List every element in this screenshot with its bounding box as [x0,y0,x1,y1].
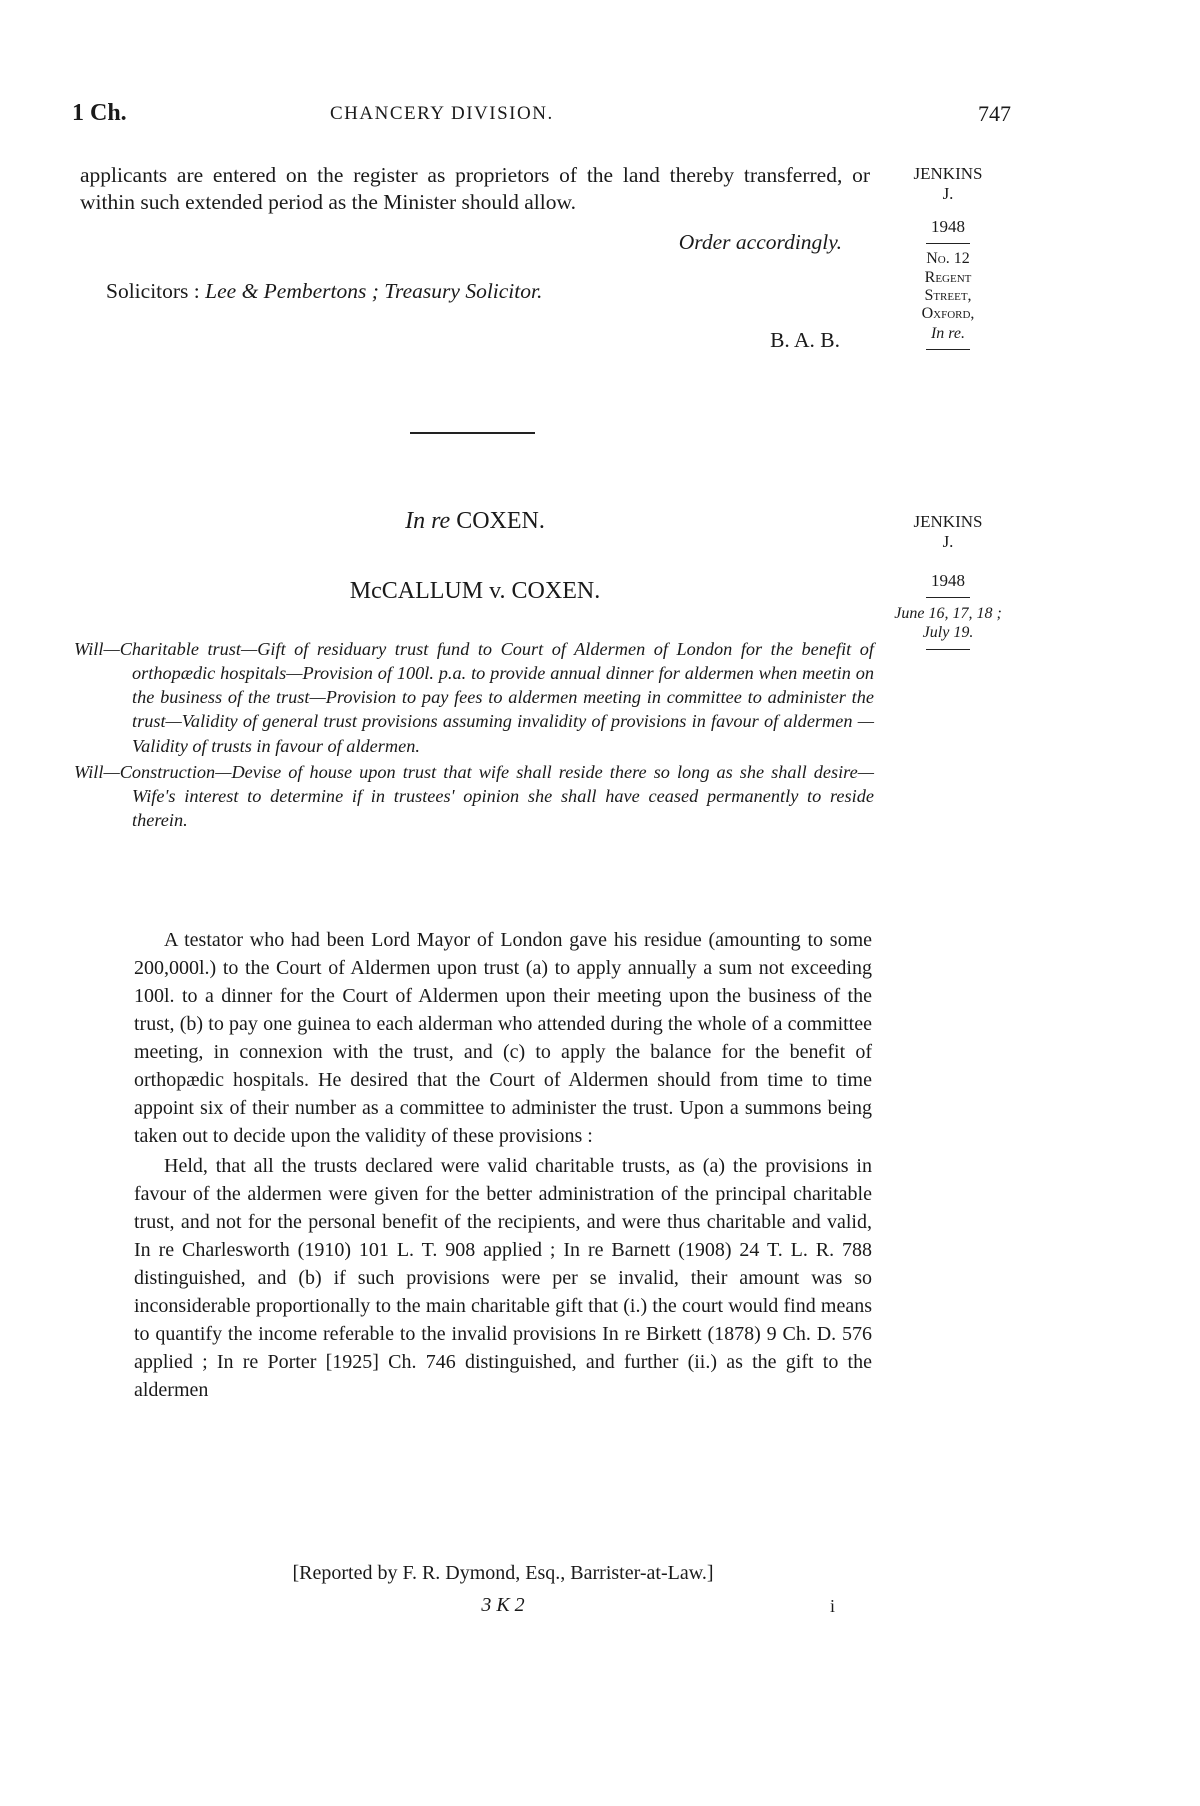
margin-note-previous [886,164,1010,356]
margin-rule [926,243,970,244]
margin-dates: June 16, 17, 18 ; July 19. [894,605,1002,642]
closing-paragraph: applicants are entered on the register as proprietors of the land thereby transferred, or within such extended period as the Minister should allow. [80,163,870,215]
signature-mark: 3 K 2 [481,1594,525,1616]
catchword-paragraph: Will—Charitable trust—Gift of residuary trust fund to Court of Aldermen of London for the benefit of orthopædic hospitals—Provision of 100l. p.a. to provide annual dinner for aldermen when meetin on the business of the trust—Provision to pay fees to aldermen meeting in committee to administer the trust—Validity of general trust provisions assuming invalidity of provisions in favour of aldermen —Validity of trusts in favour of aldermen. [74,639,874,756]
margin-case-line: Regent [924,268,972,286]
solicitors-label: Solicitors : [106,278,200,303]
margin-judge: JENKINS [913,512,983,531]
headnote-paragraph: A testator who had been Lord Mayor of London gave his residue (amounting to some 200,000l.) to the Court of Aldermen upon trust (a) to apply annually a sum not exceeding 100l. to a dinner for the Court of Aldermen upon their meeting upon the business of the trust, (b) to pay one guinea to each alderman who attended during the whole of a committee meeting, in connexion with the trust, and (c) to apply the balance for the benefit of orthopædic hospitals. He desired that the Court of Aldermen should from time to time appoint six of their number as a committee to administer the trust. Upon a summons being taken out to decide upon the validity of these provisions : [134,929,872,1147]
catchword-paragraph: Will—Construction—Devise of house upon trust that wife shall reside there so long as she shall desire—Wife's interest to determine if in trustees' opinion she shall have ceased permanently to reside therein. [74,761,874,830]
case-separator-rule [410,432,535,434]
headnote-paragraph: Held, that all the trusts declared were valid charitable trusts, as (a) the provisions in favour of the aldermen were given for the better administration of the principal charitable trust, and not for the personal benefit of the recipients, and were thus charitable and valid, In re Charlesworth (1910) 101 L. T. 908 applied ; In re Barnett (1908) 24 T. L. R. 788 distinguished, and (b) if such provisions were per se invalid, their amount was so inconsiderable proportionally to the main charitable gift that (i.) the court would find means to quantify the income referable to the invalid provisions In re Birkett (1878) 9 Ch. D. 576 applied ; In re Porter [1925] Ch. 746 distinguished, and further (ii.) as the gift to the aldermen [134,1155,872,1401]
case-title-prefix: In re [405,508,451,534]
order-line: Order accordingly. [678,229,842,254]
reporter-note: [Reported by F. R. Dymond, Esq., Barrister-at-Law.] [292,1562,714,1584]
margin-case-line: Street, [924,286,972,304]
headnote [134,926,872,1406]
margin-judge-suffix: J. [942,532,954,552]
case-title [80,508,870,535]
margin-rule [926,597,970,598]
margin-case-line: Oxford, [921,305,975,323]
margin-judge-suffix: J. [942,184,954,204]
solicitors-names: Lee & Pembertons ; Treasury Solicitor. [205,278,543,303]
running-head: CHANCERY DIVISION. [330,103,554,124]
case-title-name: COXEN. [456,508,545,534]
solicitors-line [80,278,870,305]
reporter-initials: B. A. B. [770,328,840,353]
page-number: 747 [978,101,1011,126]
margin-judge: JENKINS [913,164,983,183]
margin-year: 1948 [931,570,965,590]
margin-rule [926,349,970,350]
margin-case-line: In re. [930,324,966,342]
margin-rule [926,649,970,650]
case-subtitle: McCALLUM v. COXEN. [349,578,601,604]
volume-label: 1 Ch. [72,100,127,126]
margin-year: 1948 [931,216,965,236]
stray-mark: i [830,1596,836,1616]
margin-note-case [886,512,1010,656]
previous-case-conclusion [80,162,870,354]
margin-case-line: No. 12 [926,250,970,268]
catchwords [74,637,874,834]
